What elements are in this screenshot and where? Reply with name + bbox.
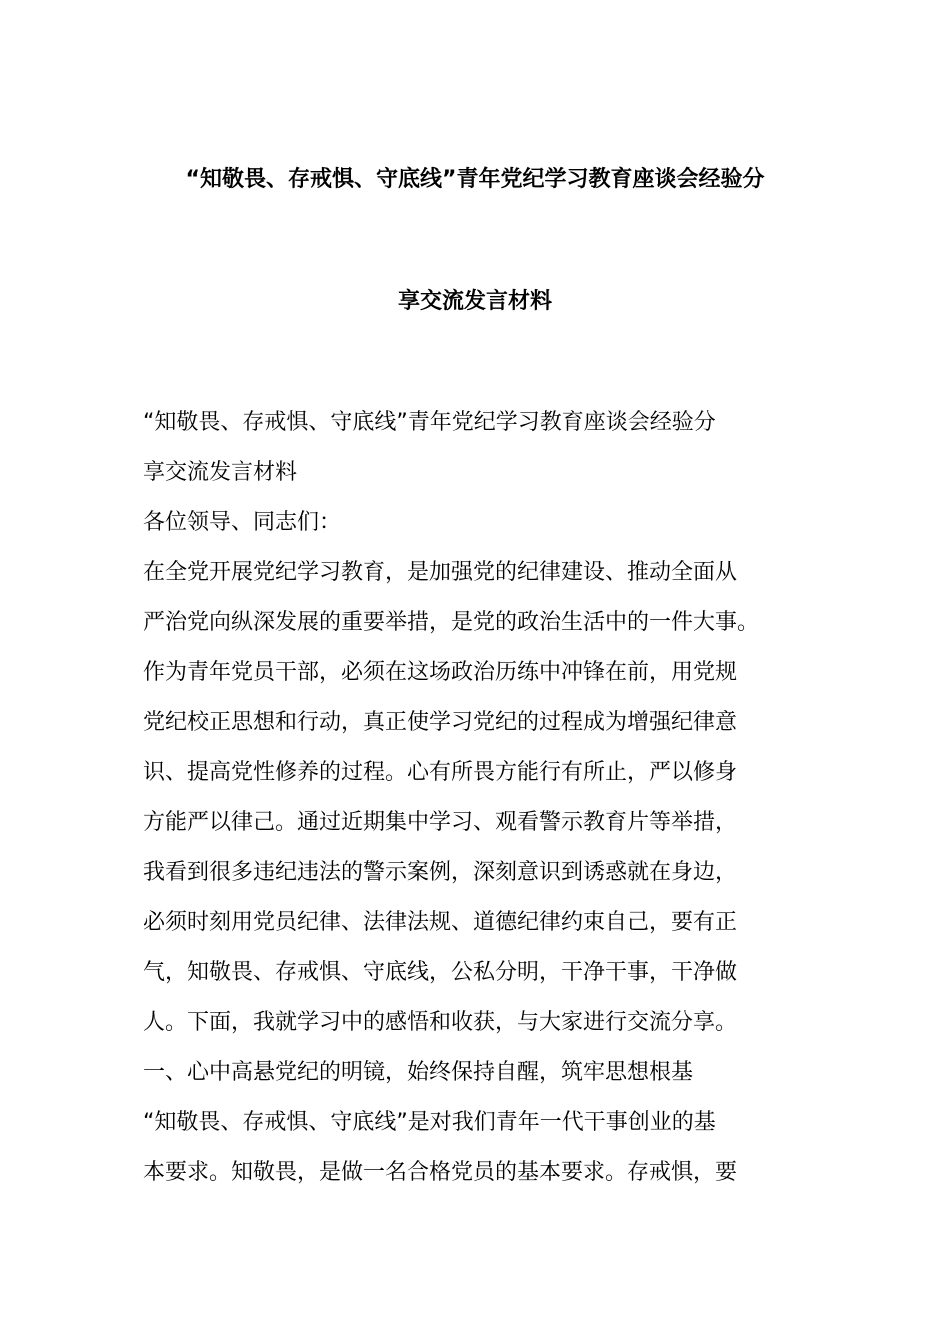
body-line: 气，知敬畏、存戒惧、守底线，公私分明，干净干事，干净做 bbox=[143, 960, 738, 985]
section-heading: 一、心中高悬党纪的明镜，始终保持自醒，筑牢思想根基 bbox=[143, 1060, 694, 1085]
body-line: “知敬畏、存戒惧、守底线”是对我们青年一代干事创业的基 bbox=[143, 1110, 716, 1135]
body-line: 识、提高党性修养的过程。心有所畏方能行有所止，严以修身 bbox=[143, 760, 738, 785]
salutation: 各位领导、同志们： bbox=[143, 510, 342, 535]
body-line: 在全党开展党纪学习教育，是加强党的纪律建设、推动全面从 bbox=[143, 560, 738, 585]
body-line: 享交流发言材料 bbox=[143, 460, 298, 485]
body-line: 我看到很多违纪违法的警示案例，深刻意识到诱惑就在身边， bbox=[143, 860, 738, 885]
body-line: 党纪校正思想和行动，真正使学习党纪的过程成为增强纪律意 bbox=[143, 710, 738, 735]
body-line: 必须时刻用党员纪律、法律法规、道德纪律约束自己，要有正 bbox=[143, 910, 738, 935]
body-line: “知敬畏、存戒惧、守底线”青年党纪学习教育座谈会经验分 bbox=[143, 410, 716, 435]
document-body bbox=[143, 398, 823, 1198]
body-line: 本要求。知敬畏，是做一名合格党员的基本要求。存戒惧，要 bbox=[143, 1160, 738, 1185]
body-line: 作为青年党员干部，必须在这场政治历练中冲锋在前，用党规 bbox=[143, 660, 738, 685]
document-title-line-2: 享交流发言材料 bbox=[397, 289, 552, 314]
body-line: 人。下面，我就学习中的感悟和收获，与大家进行交流分享。 bbox=[143, 1010, 738, 1035]
body-line: 方能严以律己。通过近期集中学习、观看警示教育片等举措， bbox=[143, 810, 738, 835]
document-title-line-1: “知敬畏、存戒惧、守底线”青年党纪学习教育座谈会经验分 bbox=[185, 167, 765, 192]
body-line: 严治党向纵深发展的重要举措，是党的政治生活中的一件大事。 bbox=[143, 610, 760, 635]
